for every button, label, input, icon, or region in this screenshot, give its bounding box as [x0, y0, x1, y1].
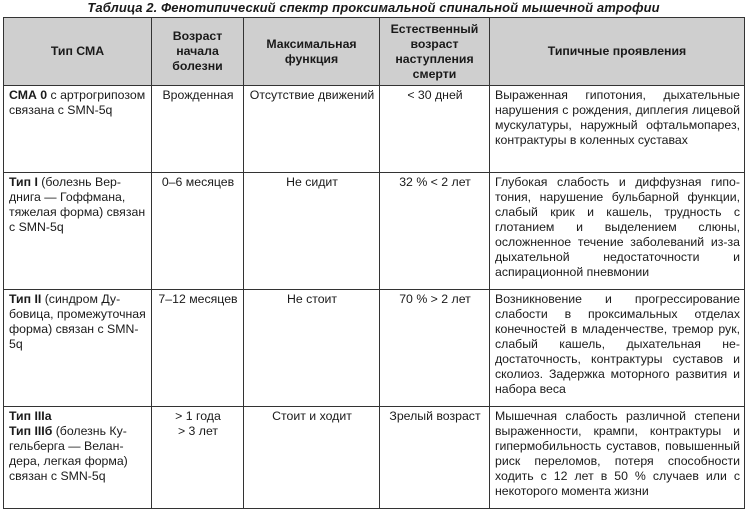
type-name: СМА 0: [9, 88, 48, 102]
cell-typical-signs: Возникновение и прогрессирование слабости в проксимальных отделах конечностей в младенчестве, тремор рук, слабый кашель, дыхательная недостаточность, контрактуры суставов и сколиоз. Задержка моторного развития и набора веса: [490, 290, 745, 407]
cell-death-age: 70 % > 2 лет: [380, 290, 490, 407]
header-typical-signs: Типичные проявления: [490, 18, 745, 86]
cell-typical-signs: Выраженная гипотония, дыхательные нарушения с рождения, диплегия лицевой мускулатуры, наружный офтальмопарез, контрактуры в коленных суставах: [490, 86, 745, 173]
table-row: [4, 407, 745, 509]
cell-onset-age: 7–12 месяцев: [152, 290, 244, 407]
cell-type: [4, 290, 152, 407]
cell-max-function: Стоит и ходит: [244, 407, 380, 509]
type-name: Тип I: [9, 175, 38, 189]
table-caption: Таблица 2. Фенотипический спектр проксимальной спинальной мышечной атрофии: [87, 0, 660, 15]
cell-death-age: Зрелый возраст: [380, 407, 490, 509]
cell-type: [4, 173, 152, 290]
type-name-a: Тип IIIa: [9, 409, 52, 423]
header-death-age: Естественный возраст наступления смерти: [380, 18, 490, 86]
cell-max-function: Не сидит: [244, 173, 380, 290]
cell-typical-signs: Глубокая слабость и диффузная гипотония, нарушение бульбарной функции, слабый крик и кашель, трудность с глотанием и выделением слюны, осложненное течение заболеваний из-за дыхательной недостаточности и аспирационной пневмонии: [490, 173, 745, 290]
type-description: (болезнь Верднига — Гоффмана, тяжелая форма) связан с SMN-5q: [9, 175, 146, 234]
table-header-row: [4, 18, 745, 86]
onset-age-b: > 3 лет: [177, 424, 219, 438]
cell-type: [4, 86, 152, 173]
cell-max-function: Отсутствие движений: [244, 86, 380, 173]
cell-type: [4, 407, 152, 509]
sma-phenotype-table: [3, 17, 745, 509]
header-onset-age: Возраст начала болезни: [152, 18, 244, 86]
cell-onset-age: 0–6 месяцев: [152, 173, 244, 290]
type-description: (синдром Дубовица, промежуточная форма) связан с SMN-5q: [9, 292, 146, 351]
type-name-b: Тип IIIб: [9, 424, 53, 438]
type-description: с артрогрипозом связана с SMN-5q: [9, 88, 146, 117]
onset-age-a: > 1 года: [175, 409, 221, 423]
cell-onset-age: Врожденная: [152, 86, 244, 173]
header-type: Тип СМА: [4, 18, 152, 86]
table-row: [4, 290, 745, 407]
cell-death-age: 32 % < 2 лет: [380, 173, 490, 290]
cell-max-function: Не стоит: [244, 290, 380, 407]
type-name: Тип II: [9, 292, 42, 306]
table-row: [4, 86, 745, 173]
type-description: (болезнь Кугельберга — Веландера, легкая форма) связан с SMN-5q: [9, 424, 128, 483]
cell-death-age: < 30 дней: [380, 86, 490, 173]
header-max-function: Максимальная функция: [244, 18, 380, 86]
cell-onset-age: [152, 407, 244, 509]
table-row: [4, 173, 745, 290]
cell-typical-signs: Мышечная слабость различной степени выраженности, крампи, контрактуры и гипермобильность суставов, повышенный риск переломов, потеря способности ходить с 12 лет в 50 % случаев или с некоторого момента жизни: [490, 407, 745, 509]
